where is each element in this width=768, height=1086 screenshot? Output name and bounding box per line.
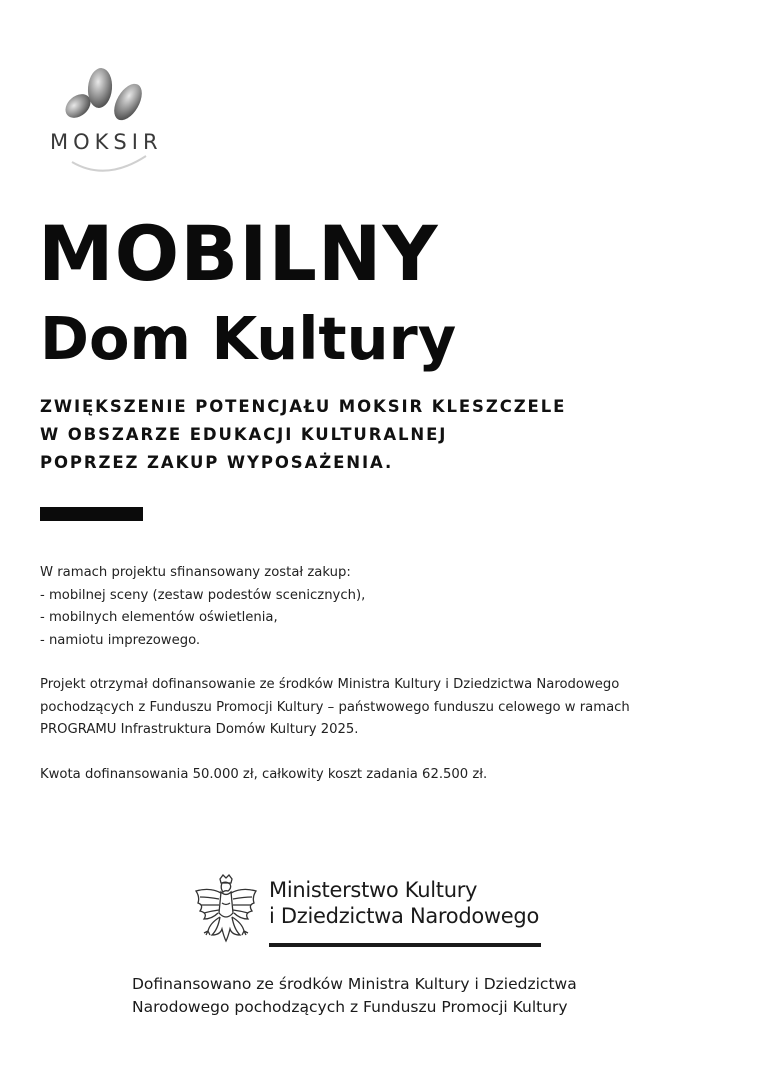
subtitle-line: POPRZEZ ZAKUP WYPOSAŻENIA. bbox=[40, 453, 394, 472]
subtitle bbox=[40, 393, 740, 477]
ministry-underline bbox=[269, 943, 541, 947]
moksir-logo bbox=[50, 66, 162, 178]
subtitle-line: W OBSZARZE EDUKACJI KULTURALNEJ bbox=[40, 425, 448, 444]
polish-eagle-icon bbox=[192, 873, 260, 949]
funding-line: Projekt otrzymał dofinansowanie ze środków Ministra Kultury i Dziedzictwa Narodowego bbox=[40, 677, 620, 692]
funding-line: PROGRAMU Infrastruktura Domów Kultury 2025. bbox=[40, 722, 359, 737]
funding-footer bbox=[132, 973, 732, 1019]
page-title-line2: Dom Kultury bbox=[40, 304, 457, 373]
amount-line: Kwota dofinansowania 50.000 zł, całkowity koszt zadania 62.500 zł. bbox=[40, 766, 488, 782]
body-text bbox=[40, 562, 740, 786]
leaf-logo-icon bbox=[50, 66, 162, 178]
ministry-name-line2: i Dziedzictwa Narodowego bbox=[269, 904, 539, 928]
ministry-name-line1: Ministerstwo Kultury bbox=[269, 878, 478, 902]
footer-line: Dofinansowano ze środków Ministra Kultury i Dziedzictwa bbox=[132, 975, 577, 993]
page-title-line1: MOBILNY bbox=[38, 209, 439, 298]
divider-bar bbox=[40, 507, 143, 521]
list-item: - mobilnej sceny (zestaw podestów scenicznych), bbox=[40, 587, 366, 603]
ministry-name bbox=[269, 877, 539, 929]
logo-wordmark: MOKSIR bbox=[50, 130, 163, 154]
list-item: - mobilnych elementów oświetlenia, bbox=[40, 610, 278, 625]
subtitle-line: ZWIĘKSZENIE POTENCJAŁU MOKSIR KLESZCZELE bbox=[40, 397, 567, 416]
footer-line: Narodowego pochodzących z Funduszu Promocji Kultury bbox=[132, 998, 568, 1016]
list-item: - namiotu imprezowego. bbox=[40, 632, 201, 648]
ministry-logo bbox=[192, 873, 552, 953]
body-intro: W ramach projektu sfinansowany został zakup: bbox=[40, 565, 351, 580]
funding-line: pochodzących z Funduszu Promocji Kultury – państwowego funduszu celowego w ramach bbox=[40, 699, 630, 715]
